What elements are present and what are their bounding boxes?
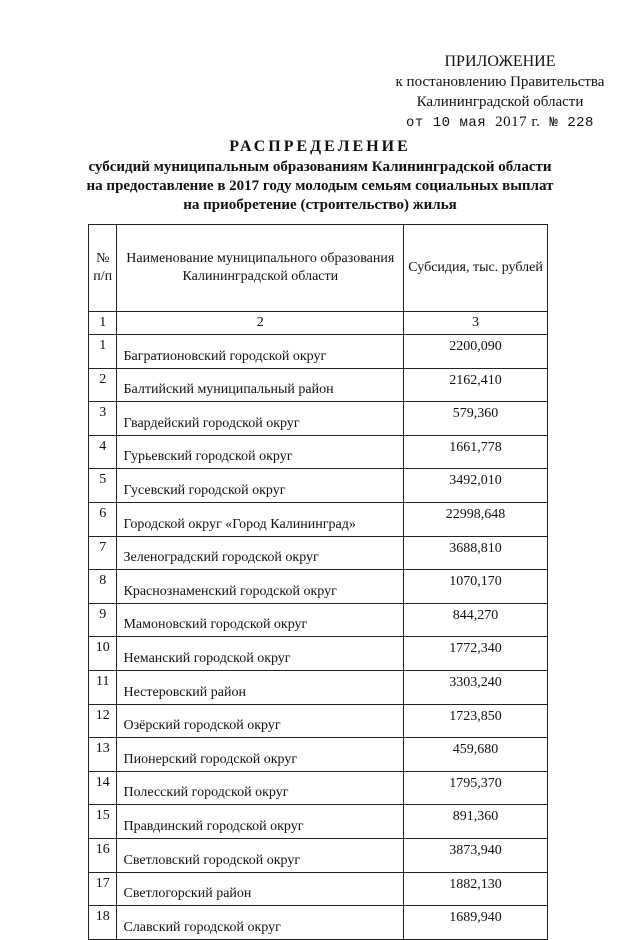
- row-num: 15: [89, 805, 117, 839]
- row-value: 2200,090: [404, 335, 548, 369]
- row-name: Светлогорский район: [117, 872, 404, 906]
- row-value: 2162,410: [404, 368, 548, 402]
- row-name: Гусевский городской округ: [117, 469, 404, 503]
- row-name: Неманский городской округ: [117, 637, 404, 671]
- row-num: 8: [89, 570, 117, 604]
- row-value: 1689,940: [404, 906, 548, 940]
- row-name: Пионерский городской округ: [117, 738, 404, 772]
- row-num: 18: [89, 906, 117, 940]
- subsidy-table: [88, 224, 548, 940]
- date-year: 2017 г.: [495, 114, 541, 130]
- table-row: [89, 603, 548, 637]
- row-num: 10: [89, 637, 117, 671]
- table-row: [89, 335, 548, 369]
- document-number: № 228: [549, 115, 594, 131]
- annex-label: ПРИЛОЖЕНИЕ: [444, 53, 556, 70]
- table-row: [89, 637, 548, 671]
- row-value: 1723,850: [404, 704, 548, 738]
- row-name: Краснознаменский городской округ: [117, 570, 404, 604]
- row-name: Багратионовский городской округ: [117, 335, 404, 369]
- column-index-2: 2: [117, 312, 404, 335]
- table-row: [89, 704, 548, 738]
- subtitle-line-1: субсидий муниципальным образованиям Калининградской области: [88, 159, 552, 175]
- table-row: [89, 536, 548, 570]
- table-row: [89, 738, 548, 772]
- row-num: 14: [89, 771, 117, 805]
- row-value: 1795,370: [404, 771, 548, 805]
- row-value: 3303,240: [404, 670, 548, 704]
- column-index-3: 3: [404, 312, 548, 335]
- row-num: 3: [89, 402, 117, 436]
- row-value: 1882,130: [404, 872, 548, 906]
- row-num: 1: [89, 335, 117, 369]
- table-row: [89, 502, 548, 536]
- table-row: [89, 570, 548, 604]
- row-name: Городской округ «Город Калининград»: [117, 502, 404, 536]
- row-num: 6: [89, 502, 117, 536]
- row-num: 7: [89, 536, 117, 570]
- row-name: Полесский городской округ: [117, 771, 404, 805]
- row-value: 22998,648: [404, 502, 548, 536]
- table-header-row: [89, 225, 548, 312]
- row-num: 13: [89, 738, 117, 772]
- row-num: 11: [89, 670, 117, 704]
- row-name: Балтийский муниципальный район: [117, 368, 404, 402]
- document-header: [380, 52, 620, 133]
- document-title: РАСПРЕДЕЛЕНИЕ: [229, 138, 411, 155]
- date-prefix: от 10 мая: [406, 115, 487, 131]
- row-value: 459,680: [404, 738, 548, 772]
- table-row: [89, 435, 548, 469]
- row-name: Гурьевский городской округ: [117, 435, 404, 469]
- row-num: 2: [89, 368, 117, 402]
- table-row: [89, 368, 548, 402]
- header-name: Наименование муниципального образования Калининградской области: [117, 225, 404, 312]
- header-num: № п/п: [89, 225, 117, 312]
- row-value: 1070,170: [404, 570, 548, 604]
- column-index-row: [89, 312, 548, 335]
- header-line-1: к постановлению Правительства: [395, 74, 605, 90]
- row-num: 5: [89, 469, 117, 503]
- row-value: 579,360: [404, 402, 548, 436]
- table-row: [89, 872, 548, 906]
- row-name: Нестеровский район: [117, 670, 404, 704]
- row-value: 3492,010: [404, 469, 548, 503]
- document-subtitle: [60, 158, 580, 215]
- date-line: [380, 112, 620, 133]
- header-value: Субсидия, тыс. рублей: [404, 225, 548, 312]
- row-num: 16: [89, 838, 117, 872]
- table-row: [89, 402, 548, 436]
- row-name: Мамоновский городской округ: [117, 603, 404, 637]
- row-num: 9: [89, 603, 117, 637]
- table-row: [89, 469, 548, 503]
- row-value: 1661,778: [404, 435, 548, 469]
- row-name: Зеленоградский городской округ: [117, 536, 404, 570]
- table-row: [89, 771, 548, 805]
- row-value: 3873,940: [404, 838, 548, 872]
- row-num: 17: [89, 872, 117, 906]
- row-value: 3688,810: [404, 536, 548, 570]
- table-row: [89, 838, 548, 872]
- subtitle-line-3: на приобретение (строительство) жилья: [183, 197, 457, 213]
- subtitle-line-2: на предоставление в 2017 году молодым семьям социальных выплат: [86, 178, 554, 194]
- table-row: [89, 805, 548, 839]
- table-row: [89, 906, 548, 940]
- row-name: Озёрский городской округ: [117, 704, 404, 738]
- row-value: 844,270: [404, 603, 548, 637]
- row-num: 4: [89, 435, 117, 469]
- row-name: Правдинский городской округ: [117, 805, 404, 839]
- table-row: [89, 670, 548, 704]
- row-name: Гвардейский городской округ: [117, 402, 404, 436]
- column-index-1: 1: [89, 312, 117, 335]
- row-name: Светловский городской округ: [117, 838, 404, 872]
- row-name: Славский городской округ: [117, 906, 404, 940]
- row-value: 891,360: [404, 805, 548, 839]
- header-line-2: Калининградской области: [416, 94, 584, 110]
- row-num: 12: [89, 704, 117, 738]
- row-value: 1772,340: [404, 637, 548, 671]
- table-body: [89, 312, 548, 940]
